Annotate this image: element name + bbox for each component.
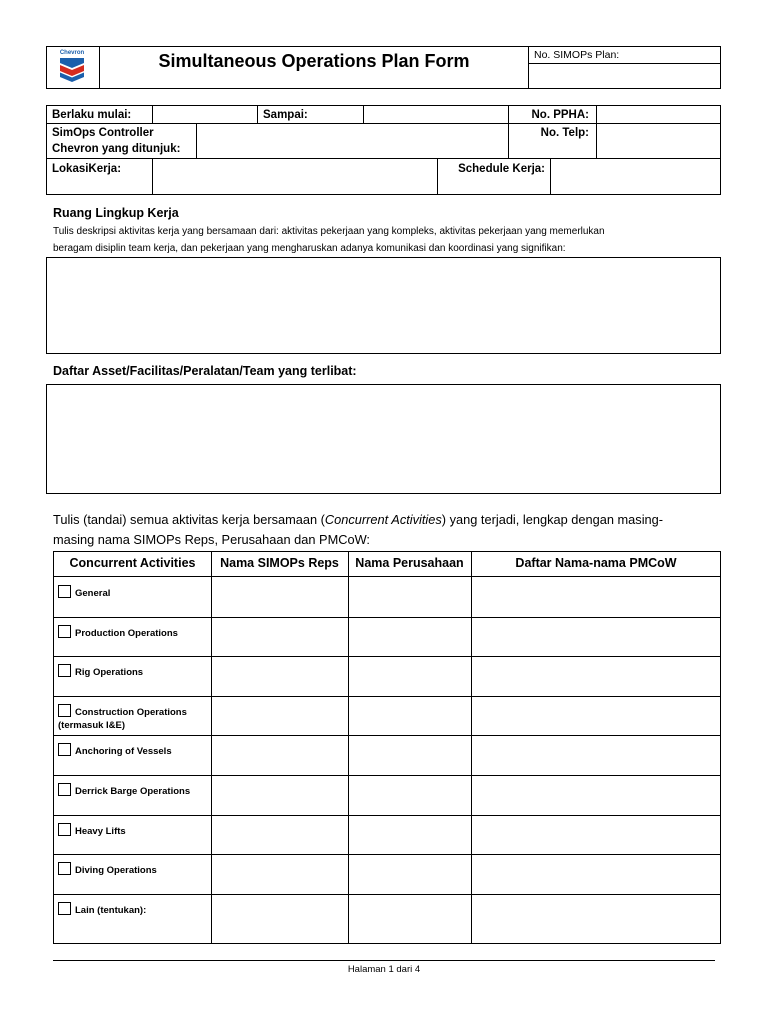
pmcow-field[interactable] (472, 816, 721, 854)
scope-heading: Ruang Lingkup Kerja (53, 206, 179, 220)
table-row (54, 854, 721, 894)
activity-label: Rig Operations (75, 667, 144, 678)
sampai-label: Sampai: (263, 109, 308, 121)
footer-page-text: Halaman 1 dari 4 (347, 964, 421, 975)
activity-checkbox[interactable] (58, 902, 71, 915)
activity-label: Diving Operations (75, 865, 157, 876)
scope-textarea[interactable] (46, 257, 721, 354)
schedule-label: Schedule Kerja: (458, 163, 545, 175)
lokasi-field[interactable] (153, 159, 437, 194)
perusahaan-field[interactable] (349, 816, 471, 854)
activity-sublabel: (termasuk I&E) (58, 720, 126, 731)
activity-cell (58, 862, 208, 877)
chevron-logo-text: Chevron (59, 50, 85, 56)
activity-label: Production Operations (75, 628, 178, 639)
pmcow-field[interactable] (472, 776, 721, 814)
pmcow-field[interactable] (472, 736, 721, 774)
activity-label: Heavy Lifts (75, 826, 126, 837)
perusahaan-field[interactable] (349, 895, 471, 933)
schedule-field[interactable] (551, 159, 720, 194)
activity-cell (58, 823, 208, 838)
plan-no-label: No. SIMOPs Plan: (534, 49, 620, 61)
activity-checkbox[interactable] (58, 704, 71, 717)
perusahaan-field[interactable] (349, 618, 471, 656)
activity-label: Derrick Barge Operations (75, 786, 191, 797)
reps-field[interactable] (212, 776, 348, 814)
perusahaan-field[interactable] (349, 776, 471, 814)
perusahaan-field[interactable] (349, 697, 471, 735)
concurrent-intro-line2: masing nama SIMOPs Reps, Perusahaan dan PMCoW: (53, 532, 370, 547)
col-header-activities-text: Concurrent Activities (69, 556, 196, 570)
activity-label: Anchoring of Vessels (75, 746, 172, 757)
pmcow-field[interactable] (472, 697, 721, 735)
sampai-field[interactable] (364, 106, 508, 123)
activity-cell (58, 783, 208, 798)
assets-textarea[interactable] (46, 384, 721, 494)
pmcow-field[interactable] (472, 618, 721, 656)
activity-cell (58, 704, 208, 732)
form-title: Simultaneous Operations Plan Form (158, 51, 470, 71)
col-header-perusahaan (348, 552, 471, 576)
activity-checkbox[interactable] (58, 585, 71, 598)
activity-cell (58, 902, 208, 917)
reps-field[interactable] (212, 816, 348, 854)
activity-checkbox[interactable] (58, 823, 71, 836)
pmcow-field[interactable] (472, 578, 721, 616)
col-header-perusahaan-text: Nama Perusahaan (355, 556, 464, 570)
chevron-logo (55, 50, 89, 84)
table-row (54, 735, 721, 775)
concurrent-table (53, 551, 721, 944)
concurrent-intro-post: ) yang terjadi, lengkap dengan masing- (441, 512, 664, 527)
perusahaan-field[interactable] (349, 736, 471, 774)
reps-field[interactable] (212, 578, 348, 616)
activity-cell (58, 743, 208, 758)
berlaku-label: Berlaku mulai: (52, 109, 132, 121)
col-header-reps (211, 552, 348, 576)
activity-label: Lain (tentukan): (75, 905, 147, 916)
activity-cell (58, 625, 208, 640)
controller-label-2: Chevron yang ditunjuk: (52, 143, 181, 155)
reps-field[interactable] (212, 855, 348, 893)
col-header-pmcow (471, 552, 721, 576)
ppha-field[interactable] (597, 106, 720, 123)
controller-field[interactable] (197, 124, 508, 158)
perusahaan-field[interactable] (349, 855, 471, 893)
info-vline (257, 105, 258, 123)
reps-field[interactable] (212, 657, 348, 695)
pmcow-field[interactable] (472, 855, 721, 893)
concurrent-intro (53, 512, 663, 528)
activity-checkbox[interactable] (58, 743, 71, 756)
telp-field[interactable] (597, 124, 720, 158)
reps-field[interactable] (212, 895, 348, 933)
table-row (54, 696, 721, 736)
table-row (54, 894, 721, 934)
reps-field[interactable] (212, 736, 348, 774)
perusahaan-field[interactable] (349, 578, 471, 616)
col-header-pmcow-text: Daftar Nama-nama PMCoW (515, 556, 677, 570)
activity-checkbox[interactable] (58, 783, 71, 796)
scope-desc-line1: Tulis deskripsi aktivitas kerja yang bersamaan dari: aktivitas pekerjaan yang kompleks, aktivitas pekerjaan yang memerlukan (53, 226, 605, 237)
activity-label: Construction Operations (75, 707, 187, 718)
perusahaan-field[interactable] (349, 657, 471, 695)
lokasi-label: LokasiKerja: (52, 163, 122, 175)
concurrent-intro-pre: Tulis (tandai) semua aktivitas kerja bersamaan ( (53, 512, 325, 527)
table-row (54, 617, 721, 657)
concurrent-intro-em: Concurrent Activities (324, 512, 442, 527)
activity-checkbox[interactable] (58, 664, 71, 677)
table-row (54, 656, 721, 696)
controller-label-1: SimOps Controller (52, 127, 154, 139)
pmcow-field[interactable] (472, 657, 721, 695)
scope-desc-line2: beragam disiplin team kerja, dan pekerjaan yang mengharuskan adanya komunikasi dan koordinasi yang signifikan: (53, 243, 566, 254)
col-header-activities (54, 552, 211, 576)
pmcow-field[interactable] (472, 895, 721, 933)
chevron-logo-icon (55, 57, 89, 83)
ppha-label: No. PPHA: (531, 109, 589, 121)
activity-checkbox[interactable] (58, 862, 71, 875)
reps-field[interactable] (212, 618, 348, 656)
plan-no-field[interactable] (529, 64, 720, 88)
footer-rule (53, 960, 715, 961)
table-row (54, 815, 721, 855)
activity-cell (58, 585, 208, 600)
telp-label: No. Telp: (540, 127, 589, 139)
assets-heading: Daftar Asset/Facilitas/Peralatan/Team yang terlibat: (53, 364, 357, 378)
table-row (54, 577, 721, 617)
activity-cell (58, 664, 208, 679)
activity-checkbox[interactable] (58, 625, 71, 638)
table-row (54, 775, 721, 815)
activity-label: General (75, 588, 111, 599)
reps-field[interactable] (212, 697, 348, 735)
berlaku-field[interactable] (153, 106, 257, 123)
col-header-reps-text: Nama SIMOPs Reps (220, 556, 339, 570)
